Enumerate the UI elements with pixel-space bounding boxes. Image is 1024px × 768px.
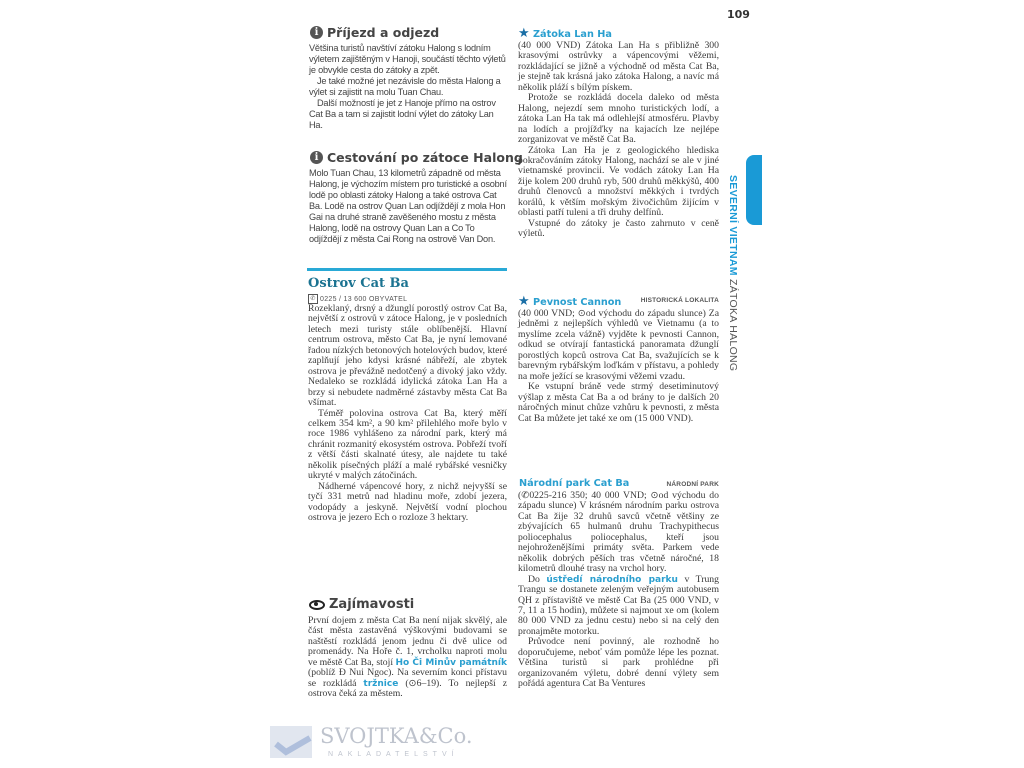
catba-meta-text: 0225 / 13 600 OBYVATEL — [320, 295, 408, 303]
paragraph: (40 000 VND; ⊙od východu do západu slunce) Za jedněmi z nejlepších výhledů ve Vietnamu (a to myslíme zcela vážně) vyjděte k pevnosti Cannon, odkud se otvírají fantastická panoramata džunglí porostlých kopců ostrova Cat Ba, svažujících se k barevným rybářským loďkám v přístavu, a pohledy na moře ježící se krasovými věžemi vzadu. — [518, 308, 719, 382]
side-tab — [746, 155, 762, 225]
paragraph: Molo Tuan Chau, 13 kilometrů západně od města Halong, je výchozím místem pro turistické a osobní lodě po oblasti zátoky Halong a také ostrova Cat Ba. Lodě na ostrov Quan Lan odjíždějí z mola Hon Gai na druhé straně zavěšeného mostu z města Halong, lodě na ostrovy Quan Lan a Co To odjíždějí z města Cai Rong na ostrově Van Don. — [309, 168, 507, 244]
paragraph: Téměř polovina ostrova Cat Ba, který měří celkem 354 km², a 90 km² přilehlého moře bylo v roce 1986 vyhlášeno za národní park, který má chránit rozmanitý ekosystém ostrova. Pobřeží tvoří z větší části skalnaté útesy, ale najdete tu také několik písečných pláží a malé rybářské vesničky ukryté v malých zátočinách. — [308, 407, 507, 482]
text: (poblíž Đ Nui Ngoc). Na severním konci přístavu se rozkládá — [308, 667, 507, 689]
paragraph: Rozeklaný, drsný a džunglí porostlý ostrov Cat Ba, největší z ostrovů v zátoce Halong, je v posledních letech mezi turisty stále oblíbenější. Hlavní centrum ostrova, město Cat Ba, je nyní lemované řadou nízkých betonových hotelových budov, které zaplňují jeho kdysi krásné nábřeží, ale zbytek ostrova je převážně nedotčený a divoký jako vždy. Nedaleko se rozkládá idylická zátoka Lan Ha a brzy si nebudete nadměrné zástavby města Cat Ba všímat. — [308, 303, 507, 409]
park-hq-link[interactable]: ústředí národního parku — [546, 574, 678, 585]
text: (⊙6–19). To nejlepší z ostrova čeká za městem. — [308, 677, 507, 700]
side-region: SEVERNÍ VIETNAM — [727, 175, 739, 276]
cannon-heading — [518, 294, 719, 309]
paragraph: Průvodce není povinný, ale rozhodně ho doporučujeme, neboť vám pomůže lépe les poznat. Většina turistů si park prohlédne při organizovaném výletu, dobré denní výlety sem pořádá agentura Cat Ba Ventures — [518, 636, 719, 690]
side-section: ZÁTOKA HALONG — [727, 278, 739, 372]
sights-heading — [309, 597, 414, 612]
arrival-heading-text: Příjezd a odjezd — [327, 25, 440, 40]
paragraph: Nádherné vápencové hory, z nichž nejvyšší se tyčí 331 metrů nad hladinu moře, zdobí jezera, vodopády a jeskyně. Největší vodní plochou ostrova je jezero Ech o rozloze 3 hektary. — [308, 480, 507, 524]
park-kind: NÁRODNÍ PARK — [666, 481, 719, 488]
paragraph: Protože se rozkládá docela daleko od města Halong, nejezdí sem mnoho turistických lodí, a zátoka Lan Ha tak má odlehlejší atmosféru. Plavby na lodích a projížďky na kajacích lze nejlépe zorganizovat ve městě Cat Ba. — [518, 92, 719, 146]
text: v Trung Trangu se dostanete zeleným veřejným autobusem QH z přístaviště ve městě Cat Ba (25 000 VND, v 7, 11 a 15 hodin), můžete si najmout xe om (kolem 80 000 VND za jednu cestu) nebo si na celý den pronajměte motorku. — [518, 573, 719, 637]
lanha-heading — [518, 26, 612, 41]
travel-text — [309, 168, 507, 245]
paragraph: Většina turistů navštíví zátoku Halong s lodním výletem zajištěným v Hanoji, součástí těchto výletů je obvykle cesta do zátoky a zpět. — [309, 43, 506, 75]
paragraph: Ke vstupní bráně vede strmý desetiminutový výšlap z města Cat Ba a od brány to je dalších 20 náročných minut chůze vzhůru k pevnosti, z města Cat Ba můžete jet také xe om (15 000 VND). — [518, 381, 719, 424]
travel-heading — [310, 150, 523, 165]
publisher-watermark — [268, 724, 473, 764]
paragraph: (40 000 VND) Zátoka Lan Ha s přibližně 300 krasovými ostrůvky a vápencovými věžemi, rozkládající se jižně a východně od města Cat Ba, je stejně tak krásná jako zátoka Halong, a navíc má několik pláží s bílým pískem. — [518, 40, 719, 93]
side-running-head — [726, 175, 740, 375]
paragraph: Další možností je jet z Hanoje přímo na ostrov Cat Ba a tam si zajistit lodní výlet do zátoky Lan Ha. — [309, 98, 496, 130]
paragraph — [518, 575, 719, 638]
arrival-text — [309, 43, 507, 131]
lanha-title[interactable]: Zátoka Lan Ha — [533, 29, 612, 40]
paragraph: (✆0225-216 350; 40 000 VND; ⊙od východu do západu slunce) V krásném národním parku ostrova Cat Ba žije 32 druhů savců včetně většiny ze zbývajících 65 hulmanů druhu Trachypithecus poliocephalus poliocephalus, kteří jsou nejohroženějšími primáty světa. Parkem vede několik dobrých pěších tras včetně náročné, 18 kilometrů dlouhé trasy na vrchol hory. — [518, 490, 719, 575]
star-icon: ★ — [518, 294, 530, 309]
section-divider — [307, 268, 507, 271]
catba-title: Ostrov Cat Ba — [308, 276, 409, 291]
arrival-heading — [310, 25, 439, 40]
watermark-name: SVOJTKA&Co. — [320, 724, 473, 748]
watermark-sub: NAKLADATELSTVÍ — [328, 751, 459, 758]
eye-icon — [309, 600, 325, 610]
market-link[interactable]: tržnice — [363, 678, 399, 689]
park-title[interactable]: Národní park Cat Ba — [519, 478, 630, 489]
ho-chi-minh-memorial-link[interactable]: Ho Či Minův památník — [395, 657, 507, 668]
sights-heading-text: Zajímavosti — [329, 597, 415, 612]
paragraph: Je také možné jet nezávisle do města Halong a výlet si zajistit na molu Tuan Chau. — [309, 76, 501, 97]
cannon-title[interactable]: Pevnost Cannon — [533, 297, 622, 308]
travel-heading-text: Cestování po zátoce Halong — [327, 150, 523, 165]
phone-icon: ✆ — [308, 294, 318, 304]
sights-text — [308, 616, 507, 700]
park-heading — [519, 478, 719, 489]
paragraph: Vstupné do zátoky je často zahrnuto v ceně výletů. — [518, 217, 719, 240]
lanha-text — [518, 41, 719, 240]
info-icon: i — [310, 151, 323, 164]
info-icon: i — [310, 26, 323, 39]
park-text — [518, 491, 719, 690]
catba-text — [308, 304, 507, 524]
checkmark-logo-icon — [270, 726, 312, 758]
paragraph — [308, 616, 507, 700]
cannon-text — [518, 309, 719, 424]
page-number: 109 — [727, 8, 750, 21]
text: První dojem z města Cat Ba není nijak skvělý, ale část města zastavěná výškovými budovami se naštěstí rozkládá jenom jednu či dvě ulice od promenády. Na Hoře č. 1, vrcholku naproti molu ve městě Cat Ba, stojí — [308, 615, 507, 668]
cannon-kind: HISTORICKÁ LOKALITA — [640, 297, 719, 304]
paragraph: Zátoka Lan Ha je z geologického hlediska pokračováním zátoky Halong, nachází se ale v jiné vietnamské provincii. Ve vodách zátoky Lan Ha žije kolem 200 druhů ryb, 500 druhů měkkýšů, 400 druhů členovců a množství měkkých i tvrdých korálů, k větším mořským živočichům žijícím v oblasti patří tuleni a tři druhy delfínů. — [518, 144, 719, 219]
text: Do — [528, 573, 547, 585]
star-icon: ★ — [518, 26, 530, 41]
